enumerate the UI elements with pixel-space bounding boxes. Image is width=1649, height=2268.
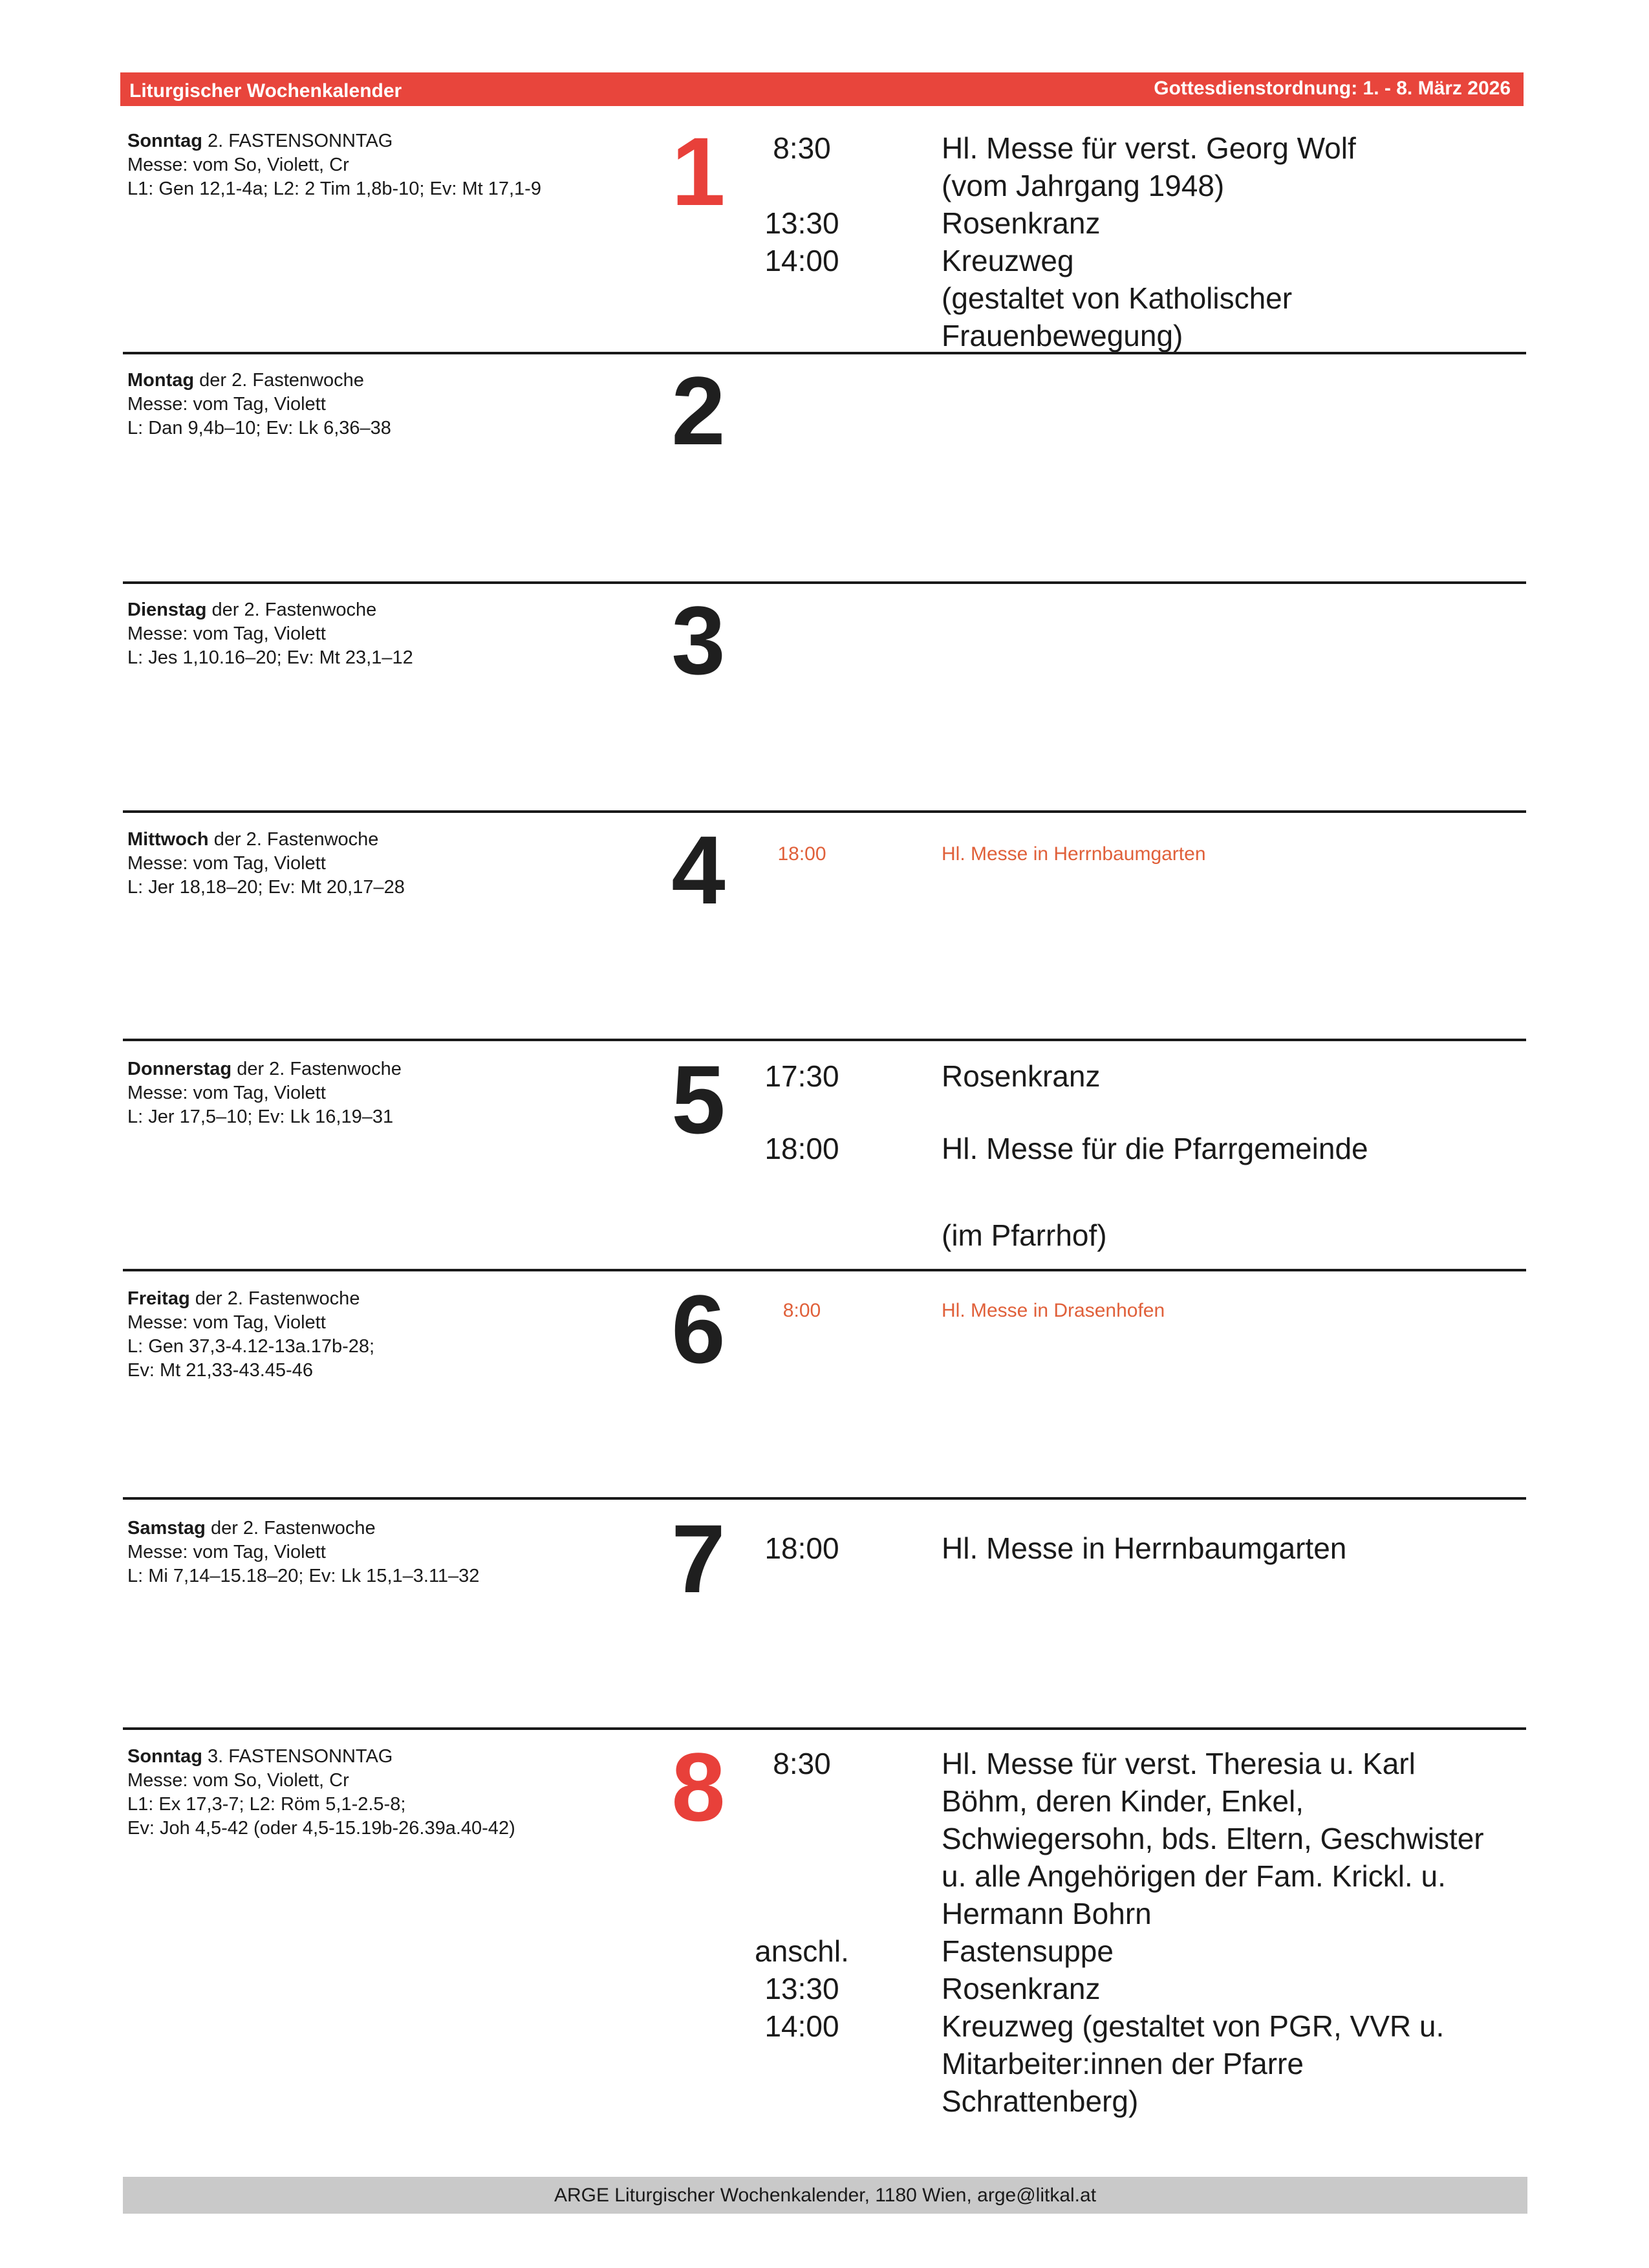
day-info <box>127 1287 658 1383</box>
event-description <box>942 1932 1524 1970</box>
event-description-line: Hermann Bohrn <box>942 1897 1152 1930</box>
liturgy-line: Messe: vom Tag, Violett <box>127 394 326 415</box>
header-date-range: Gottesdienstordnung: 1. - 8. März 2026 <box>1154 78 1511 99</box>
day-heading <box>127 369 658 393</box>
event-time: 14:00 <box>764 2009 839 2043</box>
event-time: 8:30 <box>773 1747 831 1780</box>
event-description <box>942 1057 1524 1095</box>
day-title: der 2. Fastenwoche <box>189 1288 360 1309</box>
weekday: Freitag <box>127 1288 190 1309</box>
event-description-line: u. alle Angehörigen der Fam. Krickl. u. <box>942 1859 1446 1893</box>
liturgy-line: L1: Gen 12,1-4a; L2: 2 Tim 1,8b-10; Ev: Mt 17,1-9 <box>127 178 541 199</box>
event-time: 13:30 <box>764 206 839 240</box>
date-number: 1 <box>671 117 726 226</box>
header-title: Liturgischer Wochenkalender <box>129 80 402 102</box>
event-time: 18:00 <box>764 1132 839 1165</box>
event-description <box>942 1529 1524 1567</box>
event-time: 13:30 <box>764 1972 839 2005</box>
event-description-line: (vom Jahrgang 1948) <box>942 169 1225 202</box>
event-description <box>942 2007 1524 2120</box>
weekday: Sonntag <box>127 131 202 151</box>
day-heading <box>127 1745 658 1769</box>
date-number: 5 <box>671 1045 726 1154</box>
event-description <box>942 204 1524 242</box>
liturgy-line: Messe: vom Tag, Violett <box>127 853 326 874</box>
event-description-line: Rosenkranz <box>942 1972 1101 2005</box>
event-description <box>942 129 1524 204</box>
header-bar <box>120 72 1524 106</box>
event-description <box>942 1299 1524 1323</box>
day-info <box>127 129 658 201</box>
day-info <box>127 598 658 670</box>
event-description-line: Böhm, deren Kinder, Enkel, <box>942 1784 1304 1818</box>
date-number: 7 <box>671 1504 726 1613</box>
liturgy-line: Messe: vom Tag, Violett <box>127 1083 326 1103</box>
event-description-line: Kreuzweg <box>942 244 1074 277</box>
event-description-line: Frauenbewegung) <box>942 319 1183 352</box>
event-description <box>942 1745 1524 1932</box>
date-number: 8 <box>671 1733 726 1841</box>
liturgy-line: L: Mi 7,14–15.18–20; Ev: Lk 15,1–3.11–32 <box>127 1566 480 1586</box>
day-divider <box>123 1269 1526 1271</box>
event-time: anschl. <box>755 1934 849 1968</box>
event-description <box>942 842 1524 867</box>
weekday: Donnerstag <box>127 1059 232 1079</box>
event-description-line: Hl. Messe in Drasenhofen <box>942 1300 1165 1321</box>
day-divider <box>123 1727 1526 1730</box>
liturgy-line: L: Dan 9,4b–10; Ev: Lk 6,36–38 <box>127 418 391 438</box>
event-time: 17:30 <box>764 1059 839 1093</box>
day-heading <box>127 129 658 153</box>
event-description-line: Schrattenberg) <box>942 2084 1139 2118</box>
weekday: Mittwoch <box>127 829 209 850</box>
liturgy-line: Messe: vom Tag, Violett <box>127 1312 326 1333</box>
date-number: 4 <box>671 815 726 924</box>
liturgy-line: L1: Ex 17,3-7; L2: Röm 5,1-2.5-8; <box>127 1794 406 1815</box>
event-description-line: Mitarbeiter:innen der Pfarre <box>942 2047 1304 2080</box>
day-title: 3. FASTENSONNTAG <box>202 1746 393 1767</box>
event-description-line: Hl. Messe für verst. Georg Wolf <box>942 131 1356 165</box>
day-heading <box>127 1517 658 1540</box>
event-description <box>942 1970 1524 2007</box>
day-title: der 2. Fastenwoche <box>194 370 364 391</box>
event-description-line: (gestaltet von Katholischer <box>942 281 1293 315</box>
day-title: der 2. Fastenwoche <box>205 1518 376 1539</box>
day-title: 2. FASTENSONNTAG <box>202 131 393 151</box>
event-description-line: Hl. Messe für die Pfarrgemeinde <box>942 1132 1368 1165</box>
day-info <box>127 1057 658 1129</box>
date-number: 6 <box>671 1275 726 1383</box>
day-heading <box>127 1057 658 1081</box>
event-description <box>942 1216 1524 1254</box>
event-description-line: Hl. Messe in Herrnbaumgarten <box>942 843 1206 865</box>
liturgy-line: L: Gen 37,3-4.12-13a.17b-28; <box>127 1336 375 1357</box>
event-time: 14:00 <box>764 244 839 277</box>
event-time: 8:30 <box>773 131 831 165</box>
event-time: 8:00 <box>782 1300 821 1321</box>
event-time: 18:00 <box>764 1531 839 1565</box>
liturgy-line: L: Jer 18,18–20; Ev: Mt 20,17–28 <box>127 877 405 898</box>
liturgy-line: Messe: vom Tag, Violett <box>127 1542 326 1562</box>
liturgy-line: Messe: vom Tag, Violett <box>127 623 326 644</box>
day-info <box>127 369 658 440</box>
event-description <box>942 1130 1524 1167</box>
liturgy-line: Messe: vom So, Violett, Cr <box>127 155 349 175</box>
event-description-line: Fastensuppe <box>942 1934 1114 1968</box>
liturgy-line: Ev: Mt 21,33-43.45-46 <box>127 1360 313 1381</box>
event-description-line: Schwiegersohn, bds. Eltern, Geschwister <box>942 1822 1484 1855</box>
day-heading <box>127 828 658 852</box>
event-description-line: Hl. Messe in Herrnbaumgarten <box>942 1531 1347 1565</box>
day-title: der 2. Fastenwoche <box>208 829 379 850</box>
weekday: Sonntag <box>127 1746 202 1767</box>
day-divider <box>123 581 1526 584</box>
weekday: Montag <box>127 370 195 391</box>
date-number: 3 <box>671 586 726 695</box>
day-title: der 2. Fastenwoche <box>206 599 377 620</box>
weekday: Dienstag <box>127 599 207 620</box>
day-divider <box>123 1497 1526 1500</box>
day-title: der 2. Fastenwoche <box>232 1059 402 1079</box>
day-info <box>127 1517 658 1588</box>
event-description-line: Hl. Messe für verst. Theresia u. Karl <box>942 1747 1416 1780</box>
event-description-line: Rosenkranz <box>942 1059 1101 1093</box>
liturgy-line: L: Jes 1,10.16–20; Ev: Mt 23,1–12 <box>127 647 413 668</box>
event-description-line: Kreuzweg (gestaltet von PGR, VVR u. <box>942 2009 1445 2043</box>
day-divider <box>123 1039 1526 1041</box>
day-divider <box>123 810 1526 813</box>
day-info <box>127 1745 658 1841</box>
day-info <box>127 828 658 900</box>
day-heading <box>127 1287 658 1311</box>
event-time: 18:00 <box>777 843 826 865</box>
day-heading <box>127 598 658 622</box>
footer: ARGE Liturgischer Wochenkalender, 1180 Wien, arge@litkal.at <box>123 2177 1527 2214</box>
liturgy-line: L: Jer 17,5–10; Ev: Lk 16,19–31 <box>127 1107 394 1127</box>
event-description-line: (im Pfarrhof) <box>942 1218 1107 1252</box>
date-number: 2 <box>671 356 726 465</box>
weekday: Samstag <box>127 1518 206 1539</box>
liturgy-line: Messe: vom So, Violett, Cr <box>127 1770 349 1791</box>
event-description <box>942 242 1524 354</box>
event-description-line: Rosenkranz <box>942 206 1101 240</box>
liturgy-line: Ev: Joh 4,5-42 (oder 4,5-15.19b-26.39a.40-42) <box>127 1818 515 1839</box>
